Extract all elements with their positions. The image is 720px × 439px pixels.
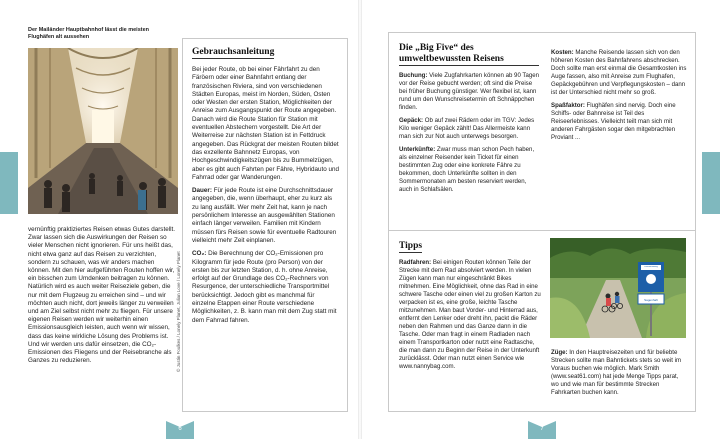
right-edge-tab xyxy=(702,152,720,214)
tips-column-1 xyxy=(399,241,541,376)
milan-station-photo xyxy=(28,48,178,214)
book-spine xyxy=(358,0,362,439)
big-five-box xyxy=(388,32,696,240)
duration-paragraph xyxy=(192,187,339,245)
left-edge-tab xyxy=(0,152,18,214)
page-number-left: 6 xyxy=(178,426,182,432)
big-five-booking: Buchung: Viele Zugfahrkarten können ab 90 Tagen vor der Reise gebucht werden; oft sind die Preise bei früher Buchung günstiger. Wer flexibel ist, kann rund um den Wunschreisetermin oft Schnäppchen finden. xyxy=(399,72,540,111)
big-five-fun: Spaßfaktor: Flughäfen sind nervig. Doch eine Schiffs- oder Bahnreise ist Teil des Reiseerlebnisses. Vielleicht teilt man sich mit anderen Fahrgästen sogar den mitgebrachten Proviant ... xyxy=(551,102,676,141)
guide-title: Gebrauchsanleitung xyxy=(192,47,275,57)
sign-top-label: Donauradweg xyxy=(644,266,658,268)
tips-cycling: Radfahren: Bei einigen Routen können Teile der Strecke mit dem Rad absolviert werden. In vielen Zügen kann man nur eingeschränkt Bikes mitnehmen. Eine Möglichkeit, ohne das Rad in eine schwere Tasche oder einen viel zu großen Karton zu verpacken ist es, eine große, leichte Tasche mitzunehmen. Man baut Vorder- und Hinterrad aus, entfernt den Lenker oder dreht ihn, packt die Räder neben den Rahmen und das Ganze dann in die Tasche. Oder man fragt in einem Radladen nach einem Transportkarton oder nutzt eine Radtasche, die man dann zu Beginn der Reise in der Unterkunft zurücklässt. Oder man nutzt einen Service wie www.nannybag.com. xyxy=(399,259,541,370)
big-five-accommodation: Unterkünfte: Zwar muss man schon Pech haben, als einzelner Reisender kein Ticket für einen bestimmten Zug oder eine konkrete Fähre zu bekommen, doch Unterkünfte sollten in den Sommermonaten am besten reserviert werden, auch in Schlafsälen. xyxy=(399,146,535,193)
duration-text: Für jede Route ist eine Durchschnittsdauer angegeben, die, wenn überhaupt, eher zu kurz als zu lang ausfällt. Wer mehr Zeit hat, kann je nach persönlichem Interesse an ausgewählten Stationen einfach länger verweilen. Familien mit Kindern müssen fürs Reisen sowie für eventuelle Radtouren vielleicht mehr Zeit einplanen. xyxy=(192,187,337,244)
duration-label: Dauer: xyxy=(192,187,212,195)
co2-text: Die Berechnung der CO₂-Emissionen pro Kilogramm für jede Route (pro Person) von der ersten bis zur letzten Station, d. h. ohne Anreise, erfolgt auf der Grundlage des CO₂-Rechners von Resurgence, der unterschiedliche Transportmittel berücksichtigt. Jedoch gibt es manchmal für einzelne Etappen einer Route verschiedene Möglichkeiten, z. B. kann man mit dem Zug statt mit dem Fahrrad fahren. xyxy=(192,250,337,324)
page-number-right: 7 xyxy=(540,426,544,432)
page-number-right-marker xyxy=(528,421,556,439)
tips-title: Tipps xyxy=(399,241,423,251)
tips-trains: Züge: In den Hauptreisezeiten und für beliebte Strecken sollte man Bahntickets stets so weit im Voraus buchen wie möglich. Mark Smith (www.seat61.com) hat jede Menge Tipps parat, wo und wie man für bestimmte Strecken Fahrkarten buchen kann. xyxy=(551,349,682,396)
photo-caption: Der Mailänder Hauptbahnhof lässt die meisten Flughäfen alt aussehen xyxy=(28,27,150,40)
co2-label: CO₂: xyxy=(192,250,207,258)
photo-credit: © Justin Foulkes / Lonely Planet, Julian Love / Lonely Planet xyxy=(176,251,181,372)
big-five-column-1 xyxy=(399,43,539,199)
intro-text: vernünftig praktiziertes Reisen etwas Gutes darstellt. Zwar lassen sich die Auswirkungen der Reisen so vieler Menschen nicht ignorieren. Für uns heißt das, nicht etwa ganz auf das Reisen zu verzichten, sondern zu schauen, was wir anders machen können. Mit den hier aufgeführten Routen hoffen wir, ein bisschen zum Umdenken beitragen zu können. Natürlich wird es auch weiter Reiseziele geben, die nur mit dem Flugzeug zu erreichen sind – und wir möchten auch nicht, dort jeweils länger zu verweilen und am Ziel selbst nicht mehr zu fliegen. Für unsere eigenen Reisen werden wir weiterhin einen Emissionsausgleich leisten, auch wenn wir wissen, dass das keine wirkliche Lösung des Problems ist. Und wir werden uns dafür einsetzen, die CO₂-Emissionen des Fliegens und der Reisebranche als Ganzes zu reduzieren. xyxy=(28,226,175,365)
big-five-column-2 xyxy=(551,49,687,147)
big-five-luggage: Gepäck: Ob auf zwei Rädern oder im TGV: Jedes Kilo weniger Gepäck zählt! Das Allermeiste kann man sich zur Not auch unterwegs besorgen. xyxy=(399,117,535,140)
big-five-costs: Kosten: Manche Reisende lassen sich von den höheren Kosten des Bahnfahrens abschrecken. Doch sollte man erst einmal die Gesamtkosten ins Auge fassen, also mit Anreise zum Flughafen, Gepäckgebühren und Verpflegungskosten – dann ist der Unterschied nicht mehr so groß. xyxy=(551,49,687,96)
guide-box xyxy=(182,38,348,412)
page-number-left-marker xyxy=(166,421,194,439)
tips-column-2 xyxy=(551,349,687,402)
cycle-trail-photo xyxy=(550,238,686,338)
guide-text: Bei jeder Route, ob bei einer Fährfahrt zu den Färöern oder einer Bahnfahrt entlang der französischen Riviera, sind von verschiedenen Städten Europas, meist im Norden, Süden, Osten oder Westen der ersten Station, Möglichkeiten der Anreise zum Ausgangspunkt der Route angegeben. Danach wird die Route Station für Station mit eventuellen Abstechern vorgestellt. Die Art der Weiterreise zur nächsten Station ist in Fettdruck angegeben. Das Rückgrat der meisten Routen bildet das exzellente Bahnnetz Europas, von Hochgeschwindigkeitszügen bis zu Bummelzügen, aber es gibt auch Fahrten per Fähre, Hybridauto und Fahrrad oder gar Wanderungen. xyxy=(192,66,340,181)
big-five-title: Die „Big Five“ des umweltbewussten Reisens xyxy=(399,43,539,66)
sign-bottom-label: Sagenhaft xyxy=(644,298,658,302)
co2-paragraph xyxy=(192,250,339,325)
